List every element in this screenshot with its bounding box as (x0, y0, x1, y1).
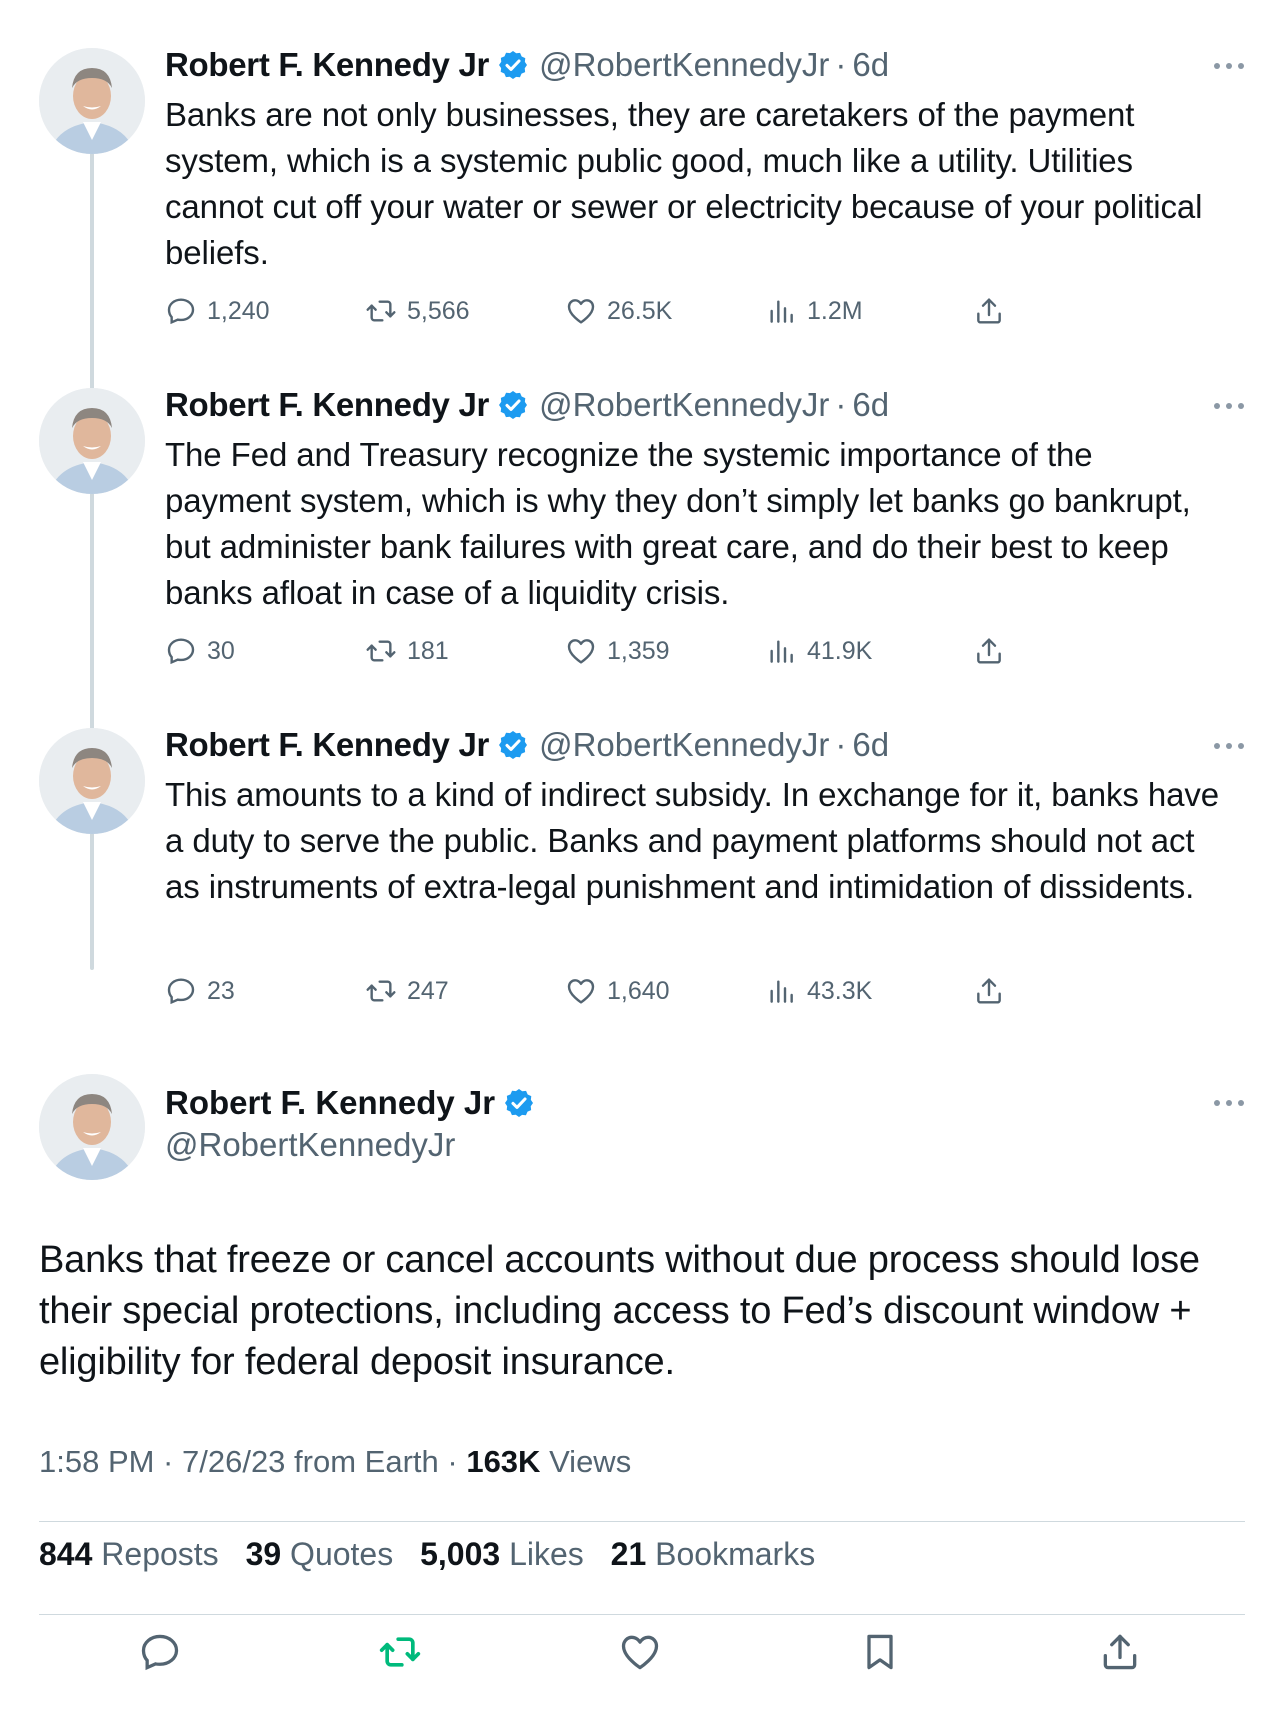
share-icon (973, 635, 1005, 667)
avatar[interactable] (39, 1074, 145, 1180)
avatar-image (39, 1074, 145, 1180)
separator-dot: · (835, 46, 847, 83)
tweet-header (165, 384, 889, 426)
bookmarks-stat[interactable]: 21 Bookmarks (610, 1536, 816, 1572)
more-icon[interactable] (1212, 56, 1246, 76)
views-count: 41.9K (807, 636, 873, 665)
author-handle[interactable]: @RobertKennedyJr (539, 386, 830, 423)
avatar[interactable] (39, 48, 145, 154)
avatar[interactable] (39, 388, 145, 494)
views-icon (765, 975, 797, 1007)
bookmark-button[interactable] (858, 1630, 902, 1674)
tweet-time[interactable]: 6d (852, 46, 890, 83)
repost-button[interactable] (365, 631, 449, 671)
heart-icon (618, 1630, 662, 1674)
like-button[interactable] (565, 631, 670, 671)
tweet-header (165, 724, 889, 766)
reply-count: 23 (207, 976, 235, 1005)
author-name[interactable]: Robert F. Kennedy Jr (165, 386, 490, 423)
share-icon (973, 295, 1005, 327)
share-button[interactable] (973, 971, 1015, 1011)
like-count: 1,640 (607, 976, 670, 1005)
tweet-text: This amounts to a kind of indirect subsidy. In exchange for it, banks have a duty to serve the public. Banks and payment platforms should not act as instruments of extra-legal punishment and intimidation of dissidents. (165, 776, 1220, 905)
repost-count: 5,566 (407, 296, 470, 325)
author-name[interactable]: Robert F. Kennedy Jr (165, 46, 490, 83)
views-icon (765, 295, 797, 327)
tweet-actions (165, 971, 1045, 1011)
bookmark-icon (858, 1630, 902, 1674)
verified-badge-icon (497, 49, 529, 81)
views-count: 43.3K (807, 976, 873, 1005)
reply-icon (138, 1630, 182, 1674)
tweet-time[interactable]: 6d (852, 726, 890, 763)
tweet-actions (165, 631, 1045, 671)
views-count: 163K (466, 1444, 541, 1479)
main-tweet-text: Banks that freeze or cancel accounts without due process should lose their special protections, including access to Fed’s discount window + eligibility for federal deposit insurance. (39, 1239, 1200, 1383)
repost-icon (365, 635, 397, 667)
repost-button[interactable] (365, 291, 470, 331)
tweet-timestamp[interactable]: 1:58 PM · 7/26/23 from Earth (39, 1444, 439, 1479)
views-icon (765, 635, 797, 667)
share-button[interactable] (973, 631, 1015, 671)
more-icon[interactable] (1212, 396, 1246, 416)
tweet-meta (39, 1444, 631, 1480)
tweet-text: Banks are not only businesses, they are caretakers of the payment system, which is a systemic public good, much like a utility. Utilities cannot cut off your water or sewer or electricity because of your political beliefs. (165, 96, 1203, 271)
heart-icon (565, 635, 597, 667)
main-tweet-actions (0, 1630, 1273, 1690)
author-handle[interactable]: @RobertKennedyJr (539, 726, 830, 763)
repost-icon (365, 975, 397, 1007)
repost-icon (365, 295, 397, 327)
reposts-stat[interactable]: 844 Reposts (39, 1536, 219, 1572)
separator-dot: · (835, 386, 847, 423)
repost-icon (378, 1630, 422, 1674)
like-button[interactable] (618, 1630, 662, 1674)
verified-badge-icon (503, 1087, 535, 1119)
repost-button[interactable] (365, 971, 449, 1011)
author-handle[interactable]: @RobertKennedyJr (165, 1126, 456, 1163)
quotes-stat[interactable]: 39 Quotes (245, 1536, 394, 1572)
reply-icon (165, 635, 197, 667)
tweet-text: The Fed and Treasury recognize the systemic importance of the payment system, which is why they don’t simply let banks go bankrupt, but administer bank failures with great care, and do their best to keep banks afloat in case of a liquidity crisis. (165, 436, 1191, 611)
reply-count: 30 (207, 636, 235, 665)
views-count: 1.2M (807, 296, 863, 325)
reply-icon (165, 295, 197, 327)
reply-icon (165, 975, 197, 1007)
verified-badge-icon (497, 729, 529, 761)
author-name[interactable]: Robert F. Kennedy Jr (165, 726, 490, 763)
reply-button[interactable] (138, 1630, 182, 1674)
like-button[interactable] (565, 291, 672, 331)
repost-button[interactable] (378, 1630, 422, 1674)
tweet-time[interactable]: 6d (852, 386, 890, 423)
reply-button[interactable] (165, 631, 235, 671)
main-tweet-header (165, 1082, 545, 1166)
share-button[interactable] (973, 291, 1015, 331)
views-label: Views (549, 1444, 632, 1479)
views-button[interactable] (765, 631, 872, 671)
repost-count: 247 (407, 976, 449, 1005)
share-icon (1098, 1630, 1142, 1674)
like-count: 1,359 (607, 636, 670, 665)
avatar-image (39, 388, 145, 494)
reply-button[interactable] (165, 971, 235, 1011)
author-handle[interactable]: @RobertKennedyJr (539, 46, 830, 83)
divider (39, 1521, 1245, 1522)
views-button[interactable] (765, 291, 863, 331)
tweet-header (165, 44, 889, 86)
main-author-row (165, 1082, 545, 1124)
avatar-image (39, 728, 145, 834)
separator-dot: · (835, 726, 847, 763)
engagement-stats (39, 1536, 833, 1573)
more-icon[interactable] (1212, 1093, 1246, 1113)
likes-stat[interactable]: 5,003 Likes (420, 1536, 584, 1572)
share-icon (973, 975, 1005, 1007)
avatar-image (39, 48, 145, 154)
reply-count: 1,240 (207, 296, 270, 325)
tweet-actions (165, 291, 1045, 331)
views-button[interactable] (765, 971, 872, 1011)
repost-count: 181 (407, 636, 449, 665)
avatar[interactable] (39, 728, 145, 834)
heart-icon (565, 295, 597, 327)
verified-badge-icon (497, 389, 529, 421)
share-button[interactable] (1098, 1630, 1142, 1674)
like-count: 26.5K (607, 296, 673, 325)
separator-dot: · (447, 1444, 458, 1479)
divider (39, 1614, 1245, 1615)
heart-icon (565, 975, 597, 1007)
more-icon[interactable] (1212, 736, 1246, 756)
author-name[interactable]: Robert F. Kennedy Jr (165, 1084, 496, 1121)
like-button[interactable] (565, 971, 670, 1011)
thread-line (90, 150, 94, 970)
reply-button[interactable] (165, 291, 270, 331)
